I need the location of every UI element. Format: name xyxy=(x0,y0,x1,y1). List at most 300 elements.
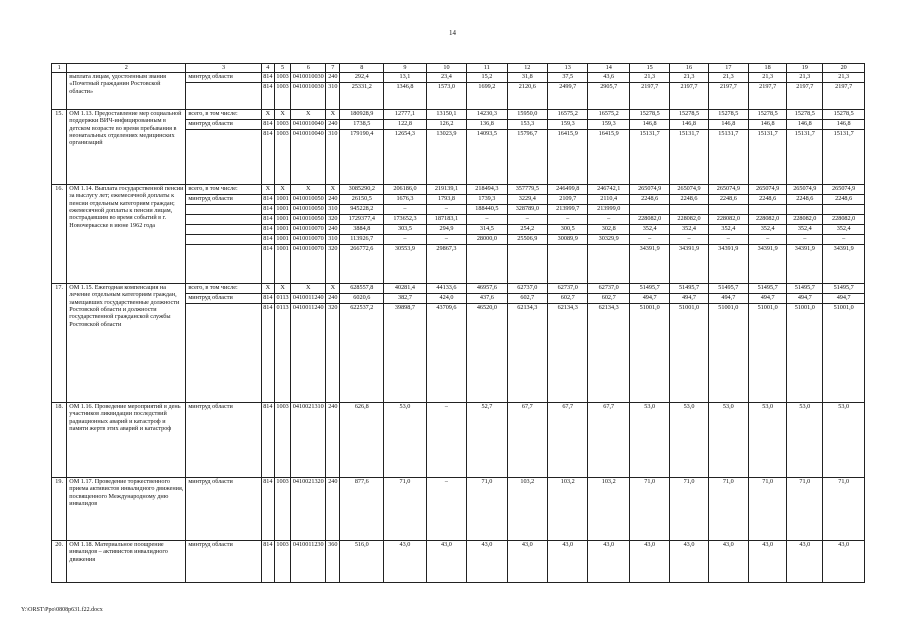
column-number-header: 17 xyxy=(708,64,748,73)
amount-cell: 71,0 xyxy=(787,478,823,541)
amount-cell: 2110,4 xyxy=(588,195,630,205)
table-row xyxy=(52,185,865,195)
amount-cell: 13023,9 xyxy=(426,130,466,185)
amount-cell: – xyxy=(787,235,823,245)
table-row xyxy=(52,478,865,541)
amount-cell: 67,7 xyxy=(548,403,588,478)
target-article-code: 0410011240 xyxy=(291,294,326,304)
section-code: 1001 xyxy=(274,215,290,225)
measure-name: ОМ 1.18. Материальное поощрение инвалидов – активистов инвалидного движения xyxy=(67,541,186,583)
amount-cell: – xyxy=(384,235,427,245)
target-article-code: 0410021310 xyxy=(291,403,326,478)
amount-cell: 146,8 xyxy=(787,120,823,130)
executor-cell: минтруд области xyxy=(186,73,261,83)
amount-cell: 265074,9 xyxy=(787,185,823,195)
amount-cell: 51495,7 xyxy=(749,284,787,294)
amount-cell: 43,0 xyxy=(670,541,708,583)
amount-cell xyxy=(588,245,630,284)
amount-cell: 43,6 xyxy=(588,73,630,83)
section-code: 1001 xyxy=(274,235,290,245)
amount-cell: 43,0 xyxy=(467,541,507,583)
amount-cell: 30553,9 xyxy=(384,245,427,284)
amount-cell: 21,3 xyxy=(749,73,787,83)
column-number-header: 18 xyxy=(749,64,787,73)
amount-cell: 266772,6 xyxy=(340,245,384,284)
amount-cell: 437,6 xyxy=(467,294,507,304)
column-number-header: 7 xyxy=(326,64,340,73)
amount-cell: 228082,0 xyxy=(749,215,787,225)
amount-cell: 328789,0 xyxy=(507,205,547,215)
amount-cell: 2248,6 xyxy=(787,195,823,205)
amount-cell: 16415,9 xyxy=(588,130,630,185)
amount-cell: 602,7 xyxy=(548,294,588,304)
amount-cell: 303,5 xyxy=(384,225,427,235)
amount-cell: 34391,9 xyxy=(787,245,823,284)
amount-cell: 62134,3 xyxy=(588,304,630,403)
amount-cell: 67,7 xyxy=(507,403,547,478)
expense-type-code: 320 xyxy=(326,215,340,225)
amount-cell: 2120,6 xyxy=(507,83,547,110)
amount-cell xyxy=(507,245,547,284)
row-number: 16. xyxy=(52,185,67,284)
amount-cell: 15131,7 xyxy=(708,130,748,185)
grbs-code: 814 xyxy=(261,120,274,130)
expense-type-code: 320 xyxy=(326,245,340,284)
amount-cell: 15131,7 xyxy=(823,130,865,185)
budget-table xyxy=(51,63,865,583)
amount-cell: 30089,9 xyxy=(548,235,588,245)
grbs-code: 814 xyxy=(261,294,274,304)
amount-cell: 494,7 xyxy=(823,294,865,304)
amount-cell: 206186,0 xyxy=(384,185,427,195)
amount-cell: 53,0 xyxy=(749,403,787,478)
amount-cell: 51001,0 xyxy=(749,304,787,403)
amount-cell xyxy=(548,245,588,284)
amount-cell: 1573,0 xyxy=(426,83,466,110)
amount-cell: 1793,8 xyxy=(426,195,466,205)
amount-cell: 382,7 xyxy=(384,294,427,304)
amount-cell: 146,8 xyxy=(749,120,787,130)
amount-cell: 71,0 xyxy=(749,478,787,541)
amount-cell: 31,8 xyxy=(507,73,547,83)
measure-name: ОМ 1.13. Предоставление мер социальной поддержки ВИЧ-инфицированным в детском возрасте во время пребывания в неонатальных отделениях медицинских организаций xyxy=(67,110,186,185)
amount-cell: 51001,0 xyxy=(708,304,748,403)
amount-cell: 146,8 xyxy=(670,120,708,130)
amount-cell: 51001,0 xyxy=(787,304,823,403)
amount-cell: 62737,0 xyxy=(588,284,630,294)
row-number: 20. xyxy=(52,541,67,583)
executor-cell xyxy=(186,225,261,235)
amount-cell: 34391,9 xyxy=(749,245,787,284)
expense-type-code: 240 xyxy=(326,195,340,205)
target-article-code: 0410011230 xyxy=(291,541,326,583)
amount-cell: 21,3 xyxy=(823,73,865,83)
executor-cell: всего, в том числе: xyxy=(186,110,261,120)
row-number: 19. xyxy=(52,478,67,541)
amount-cell: 71,0 xyxy=(629,478,669,541)
amount-cell: 2197,7 xyxy=(670,83,708,110)
amount-cell: 15278,5 xyxy=(629,110,669,120)
amount-cell: – xyxy=(548,215,588,225)
amount-cell: 43,0 xyxy=(708,541,748,583)
grbs-code: 814 xyxy=(261,304,274,403)
amount-cell: – xyxy=(426,205,466,215)
amount-cell: 352,4 xyxy=(787,225,823,235)
amount-cell: 2248,6 xyxy=(823,195,865,205)
amount-cell: – xyxy=(467,215,507,225)
amount-cell: 1738,5 xyxy=(340,120,384,130)
amount-cell: 294,9 xyxy=(426,225,466,235)
column-number-header: 12 xyxy=(507,64,547,73)
amount-cell: 2248,6 xyxy=(749,195,787,205)
amount-cell: 424,0 xyxy=(426,294,466,304)
amount-cell: 146,8 xyxy=(708,120,748,130)
amount-cell: 37,5 xyxy=(548,73,588,83)
row-number: 17. xyxy=(52,284,67,403)
amount-cell: 228082,0 xyxy=(708,215,748,225)
expense-type-code: 240 xyxy=(326,478,340,541)
table-row xyxy=(52,403,865,478)
amount-cell: 265074,9 xyxy=(629,185,669,195)
amount-cell: 6020,6 xyxy=(340,294,384,304)
section-code: 1001 xyxy=(274,245,290,284)
amount-cell: 15131,7 xyxy=(629,130,669,185)
amount-cell: 15950,0 xyxy=(507,110,547,120)
amount-cell: 29867,3 xyxy=(426,245,466,284)
section-code: X xyxy=(274,284,290,294)
amount-cell: 51495,7 xyxy=(629,284,669,294)
amount-cell: 43,0 xyxy=(548,541,588,583)
amount-cell: 16575,2 xyxy=(548,110,588,120)
amount-cell: 1699,2 xyxy=(467,83,507,110)
column-number-header: 16 xyxy=(670,64,708,73)
grbs-code: 814 xyxy=(261,225,274,235)
amount-cell: 30329,9 xyxy=(588,235,630,245)
amount-cell: – xyxy=(507,215,547,225)
amount-cell: 53,0 xyxy=(708,403,748,478)
executor-cell: минтруд области xyxy=(186,403,261,478)
amount-cell: 126,2 xyxy=(426,120,466,130)
amount-cell: 43,0 xyxy=(823,541,865,583)
amount-cell: 62134,3 xyxy=(548,304,588,403)
amount-cell: 602,7 xyxy=(588,294,630,304)
expense-type-code: 320 xyxy=(326,304,340,403)
section-code: 1001 xyxy=(274,195,290,205)
amount-cell: 34391,9 xyxy=(708,245,748,284)
amount-cell: 1729377,4 xyxy=(340,215,384,225)
amount-cell: 15278,5 xyxy=(823,110,865,120)
amount-cell: 218494,3 xyxy=(467,185,507,195)
section-code: 1003 xyxy=(274,478,290,541)
executor-cell xyxy=(186,235,261,245)
amount-cell: 153,3 xyxy=(507,120,547,130)
amount-cell: 14093,5 xyxy=(467,130,507,185)
amount-cell: 180928,9 xyxy=(340,110,384,120)
amount-cell: 51001,0 xyxy=(670,304,708,403)
expense-type-code: 310 xyxy=(326,205,340,215)
amount-cell: 3085290,2 xyxy=(340,185,384,195)
amount-cell: 51495,7 xyxy=(823,284,865,294)
amount-cell: 622537,2 xyxy=(340,304,384,403)
amount-cell: – xyxy=(426,403,466,478)
amount-cell: 246742,1 xyxy=(588,185,630,195)
section-code: 1001 xyxy=(274,205,290,215)
executor-cell: минтруд области xyxy=(186,195,261,205)
amount-cell: 494,7 xyxy=(708,294,748,304)
amount-cell: 15278,5 xyxy=(708,110,748,120)
amount-cell: 43,0 xyxy=(749,541,787,583)
amount-cell: 159,3 xyxy=(588,120,630,130)
amount-cell: 51001,0 xyxy=(629,304,669,403)
grbs-code: 814 xyxy=(261,403,274,478)
amount-cell: 122,8 xyxy=(384,120,427,130)
amount-cell: 628557,8 xyxy=(340,284,384,294)
section-code: 1003 xyxy=(274,120,290,130)
amount-cell: 945228,2 xyxy=(340,205,384,215)
executor-cell xyxy=(186,245,261,284)
grbs-code: 814 xyxy=(261,245,274,284)
grbs-code: X xyxy=(261,185,274,195)
amount-cell: 15278,5 xyxy=(749,110,787,120)
amount-cell: 352,4 xyxy=(670,225,708,235)
amount-cell: 228082,0 xyxy=(787,215,823,225)
amount-cell: 14230,3 xyxy=(467,110,507,120)
amount-cell: 1676,3 xyxy=(384,195,427,205)
target-article-code: X xyxy=(291,185,326,195)
amount-cell: 246499,8 xyxy=(548,185,588,195)
amount-cell: 159,3 xyxy=(548,120,588,130)
amount-cell: 51495,7 xyxy=(787,284,823,294)
section-code: 1003 xyxy=(274,73,290,83)
amount-cell: 62134,3 xyxy=(507,304,547,403)
expense-type-code: 310 xyxy=(326,235,340,245)
expense-type-code: X xyxy=(326,110,340,120)
amount-cell xyxy=(787,205,823,215)
target-article-code: 0410021320 xyxy=(291,478,326,541)
target-article-code: 0410010030 xyxy=(291,83,326,110)
target-article-code: 0410010050 xyxy=(291,195,326,205)
amount-cell: 3884,8 xyxy=(340,225,384,235)
target-article-code: X xyxy=(291,284,326,294)
amount-cell: 2109,7 xyxy=(548,195,588,205)
executor-cell: минтруд области xyxy=(186,294,261,304)
column-number-header: 13 xyxy=(548,64,588,73)
amount-cell: 3229,4 xyxy=(507,195,547,205)
amount-cell: 2197,7 xyxy=(708,83,748,110)
amount-cell: 51495,7 xyxy=(670,284,708,294)
amount-cell: 292,4 xyxy=(340,73,384,83)
header-row xyxy=(52,64,865,73)
amount-cell: 877,6 xyxy=(340,478,384,541)
amount-cell: 103,2 xyxy=(507,478,547,541)
row-number xyxy=(52,73,67,110)
amount-cell xyxy=(629,205,669,215)
executor-cell: всего, в том числе: xyxy=(186,284,261,294)
expense-type-code: 240 xyxy=(326,225,340,235)
amount-cell: – xyxy=(426,235,466,245)
executor-cell: всего, в том числе: xyxy=(186,185,261,195)
target-article-code: 0410011240 xyxy=(291,304,326,403)
table-row xyxy=(52,284,865,294)
amount-cell: 44133,6 xyxy=(426,284,466,294)
grbs-code: 814 xyxy=(261,478,274,541)
amount-cell: 228082,0 xyxy=(670,215,708,225)
measure-name: ОМ 1.15. Ежегодная компенсация на лечение отдельным категориям граждан, замещавших государственные должности Ростовской области и должности государственной гражданской службы Ростовской области xyxy=(67,284,186,403)
section-code: 1001 xyxy=(274,225,290,235)
amount-cell: 13,1 xyxy=(384,73,427,83)
amount-cell: 265074,9 xyxy=(823,185,865,195)
section-code: 0113 xyxy=(274,294,290,304)
amount-cell: 265074,9 xyxy=(670,185,708,195)
amount-cell: 53,0 xyxy=(629,403,669,478)
expense-type-code: X xyxy=(326,185,340,195)
column-number-header: 14 xyxy=(588,64,630,73)
amount-cell: 53,0 xyxy=(670,403,708,478)
amount-cell: 357779,5 xyxy=(507,185,547,195)
amount-cell: 43,0 xyxy=(384,541,427,583)
amount-cell: 136,8 xyxy=(467,120,507,130)
amount-cell: 2248,6 xyxy=(670,195,708,205)
amount-cell: 39898,7 xyxy=(384,304,427,403)
target-article-code: X xyxy=(291,110,326,120)
amount-cell: 2248,6 xyxy=(629,195,669,205)
amount-cell xyxy=(749,205,787,215)
amount-cell: 12654,3 xyxy=(384,130,427,185)
column-number-header: 1 xyxy=(52,64,67,73)
page-number: 14 xyxy=(449,29,456,37)
target-article-code: 0410010070 xyxy=(291,225,326,235)
executor-cell xyxy=(186,130,261,185)
amount-cell xyxy=(467,245,507,284)
amount-cell: 188440,5 xyxy=(467,205,507,215)
grbs-code: X xyxy=(261,284,274,294)
target-article-code: 0410010070 xyxy=(291,245,326,284)
amount-cell xyxy=(708,205,748,215)
target-article-code: 0410010070 xyxy=(291,235,326,245)
target-article-code: 0410010050 xyxy=(291,215,326,225)
executor-cell xyxy=(186,83,261,110)
grbs-code: 814 xyxy=(261,215,274,225)
amount-cell xyxy=(670,205,708,215)
column-number-header: 9 xyxy=(384,64,427,73)
executor-cell: минтруд области xyxy=(186,120,261,130)
amount-cell: 53,0 xyxy=(787,403,823,478)
column-number-header: 3 xyxy=(186,64,261,73)
amount-cell: 15278,5 xyxy=(670,110,708,120)
amount-cell: 2499,7 xyxy=(548,83,588,110)
amount-cell: 26150,5 xyxy=(340,195,384,205)
amount-cell: – xyxy=(823,235,865,245)
amount-cell: 1739,3 xyxy=(467,195,507,205)
executor-cell xyxy=(186,215,261,225)
amount-cell: 43,0 xyxy=(507,541,547,583)
amount-cell: 43,0 xyxy=(588,541,630,583)
amount-cell: 265074,9 xyxy=(708,185,748,195)
executor-cell: минтруд области xyxy=(186,541,261,583)
grbs-code: 814 xyxy=(261,83,274,110)
column-number-header: 10 xyxy=(426,64,466,73)
table-row xyxy=(52,73,865,83)
section-code: 1003 xyxy=(274,403,290,478)
measure-name: ОМ 1.17. Проведение торжественного приема активистов инвалидного движения, посвященного Международному дню инвалидов xyxy=(67,478,186,541)
section-code: 0113 xyxy=(274,304,290,403)
amount-cell: 2197,7 xyxy=(629,83,669,110)
amount-cell: 228082,0 xyxy=(823,215,865,225)
grbs-code: 814 xyxy=(261,130,274,185)
amount-cell: 13150,1 xyxy=(426,110,466,120)
amount-cell: 146,8 xyxy=(629,120,669,130)
amount-cell: 300,5 xyxy=(548,225,588,235)
grbs-code: 814 xyxy=(261,195,274,205)
row-number: 18. xyxy=(52,403,67,478)
target-article-code: 0410010040 xyxy=(291,120,326,130)
amount-cell: 15,2 xyxy=(467,73,507,83)
amount-cell: 314,5 xyxy=(467,225,507,235)
amount-cell: 71,0 xyxy=(670,478,708,541)
file-path-footer: Y:\ORST\Ppo\0808p631.f22.docx xyxy=(21,607,103,613)
amount-cell: 103,2 xyxy=(588,478,630,541)
amount-cell: 494,7 xyxy=(629,294,669,304)
amount-cell: 516,0 xyxy=(340,541,384,583)
amount-cell: 43,0 xyxy=(426,541,466,583)
amount-cell: 352,4 xyxy=(629,225,669,235)
amount-cell: 2905,7 xyxy=(588,83,630,110)
expense-type-code: 240 xyxy=(326,294,340,304)
amount-cell: 40281,4 xyxy=(384,284,427,294)
amount-cell: 302,8 xyxy=(588,225,630,235)
amount-cell xyxy=(823,205,865,215)
amount-cell: 2197,7 xyxy=(823,83,865,110)
amount-cell: – xyxy=(629,235,669,245)
amount-cell: 46957,6 xyxy=(467,284,507,294)
amount-cell: 254,2 xyxy=(507,225,547,235)
target-article-code: 0410010040 xyxy=(291,130,326,185)
amount-cell: 12777,1 xyxy=(384,110,427,120)
section-code: 1003 xyxy=(274,130,290,185)
amount-cell: 15796,7 xyxy=(507,130,547,185)
amount-cell: 71,0 xyxy=(384,478,427,541)
amount-cell: 2248,6 xyxy=(708,195,748,205)
amount-cell: 228082,0 xyxy=(629,215,669,225)
amount-cell: 52,7 xyxy=(467,403,507,478)
expense-type-code: X xyxy=(326,284,340,294)
amount-cell: 71,0 xyxy=(823,478,865,541)
amount-cell: – xyxy=(384,205,427,215)
amount-cell: 213999,7 xyxy=(548,205,588,215)
column-number-header: 11 xyxy=(467,64,507,73)
column-number-header: 19 xyxy=(787,64,823,73)
amount-cell: 21,3 xyxy=(670,73,708,83)
amount-cell: 21,3 xyxy=(708,73,748,83)
amount-cell: 71,0 xyxy=(467,478,507,541)
target-article-code: 0410010030 xyxy=(291,73,326,83)
amount-cell: 71,0 xyxy=(708,478,748,541)
executor-cell xyxy=(186,205,261,215)
amount-cell: 53,0 xyxy=(823,403,865,478)
amount-cell: 173652,3 xyxy=(384,215,427,225)
column-number-header: 5 xyxy=(274,64,290,73)
expense-type-code: 240 xyxy=(326,403,340,478)
amount-cell: 46520,0 xyxy=(467,304,507,403)
measure-name: ОМ 1.14. Выплата государственной пенсии за выслугу лет; ежемесячной доплаты к пенсии отдельным категориям граждан; ежемесячной доплаты к пенсии лицам, пострадавшим во время событий в г. Новочеркасске в июне 1962 года xyxy=(67,185,186,284)
amount-cell: 103,2 xyxy=(548,478,588,541)
amount-cell: 62737,0 xyxy=(507,284,547,294)
amount-cell: 113926,7 xyxy=(340,235,384,245)
amount-cell: 352,4 xyxy=(749,225,787,235)
expense-type-code: 240 xyxy=(326,120,340,130)
target-article-code: 0410010050 xyxy=(291,205,326,215)
amount-cell: 43,0 xyxy=(629,541,669,583)
